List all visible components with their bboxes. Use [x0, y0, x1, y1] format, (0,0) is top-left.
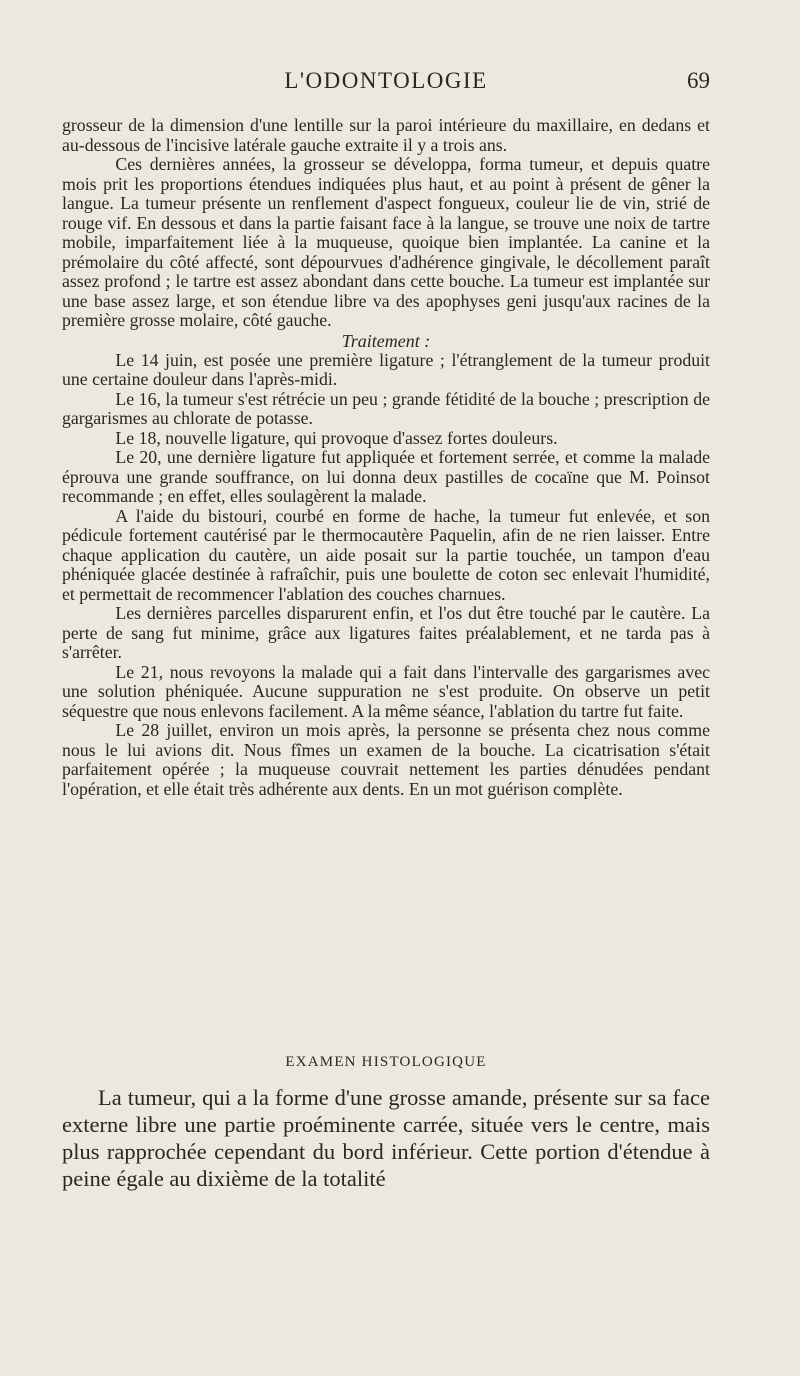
paragraph: Le 28 juillet, environ un mois après, la personne se présenta chez nous comme nous le lui avions dit. Nous fîmes un examen de la bouche. La cicatrisation s'était parfaitement opérée ; la muqueuse couvrait nettement les parties dénudées pendant l'opération, et elle était très adhérente aux dents. En un mot guérison complète.: [62, 720, 710, 799]
section-heading-traitement: Traitement :: [341, 330, 431, 351]
paragraph: Ces dernières années, la grosseur se développa, forma tumeur, et depuis quatre mois prit les proportions étendues indiquées plus haut, et au point à présent de gêner la langue. La tumeur présente un renflement d'aspect fongueux, couleur lie de vin, strié de rouge vif. En dessous et dans la partie faisant face à la langue, se trouve une noix de tartre mobile, imparfaitement liée à la muqueuse, quoique bien implantée. La canine et la prémolaire du côté affecté, sont dépourvues d'adhérence gingivale, le décollement paraît assez profond ; le tartre est assez abondant dans cette bouche. La tumeur est implantée sur une base assez large, et son étendue libre va des apophyses geni jusqu'aux racines de la première grosse molaire, côté gauche.: [62, 154, 710, 330]
paragraph: grosseur de la dimension d'une lentille sur la paroi intérieure du maxillaire, en dedans et au-dessous de l'incisive latérale gauche extraite il y a trois ans.: [62, 115, 710, 155]
page-number: 69: [687, 68, 710, 93]
body-text: [62, 116, 710, 799]
paragraph: Le 14 juin, est posée une première ligature ; l'étranglement de la tumeur produit une certaine douleur dans l'après-midi.: [62, 349, 710, 389]
paragraph: A l'aide du bistouri, courbé en forme de hache, la tumeur fut enlevée, et son pédicule fortement cautérisé par le thermocautère Paquelin, afin de ne rien laisser. Entre chaque application du cautère, un aide posait sur la partie touchée, un tampon d'eau phéniquée glacée destinée à rafraîchir, puis une boulette de coton sec enlevait l'humidité, et permettait de recommencer l'ablation des couches charnues.: [62, 505, 710, 604]
paragraph: Le 18, nouvelle ligature, qui provoque d'assez fortes douleurs.: [115, 427, 558, 448]
paragraph: Le 20, une dernière ligature fut appliquée et fortement serrée, et comme la malade éprouva une grande souffrance, on lui donna deux pastilles de cocaïne que M. Poinsot recommande ; en effet, elles soulagèrent la malade.: [62, 447, 710, 506]
examen-paragraph: La tumeur, qui a la forme d'une grosse amande, présente sur sa face externe libre une partie proéminente carrée, située vers le centre, mais plus rapprochée cependant du bord inférieur. Cette portion d'étendue à peine égale au dixième de la totalité: [62, 1085, 710, 1191]
running-title: L'ODONTOLOGIE: [284, 68, 488, 93]
paragraph: Le 21, nous revoyons la malade qui a fait dans l'intervalle des gargarismes avec une solution phéniquée. Aucune suppuration ne s'est produite. On observe un petit séquestre que nous enlevons facilement. A la même séance, l'ablation du tartre fut faite.: [62, 661, 710, 721]
paragraph: Les dernières parcelles disparurent enfin, et l'os dut être touché par le cautère. La perte de sang fut minime, grâce aux ligatures faites préalablement, et ne tarda pas à s'arrêter.: [62, 603, 710, 662]
page-header: [62, 68, 710, 104]
section-heading-examen: EXAMEN HISTOLOGIQUE: [285, 1054, 487, 1070]
paragraph: Le 16, la tumeur s'est rétrécie un peu ; grande fétidité de la bouche ; prescription de gargarismes au chlorate de potasse.: [62, 388, 710, 428]
